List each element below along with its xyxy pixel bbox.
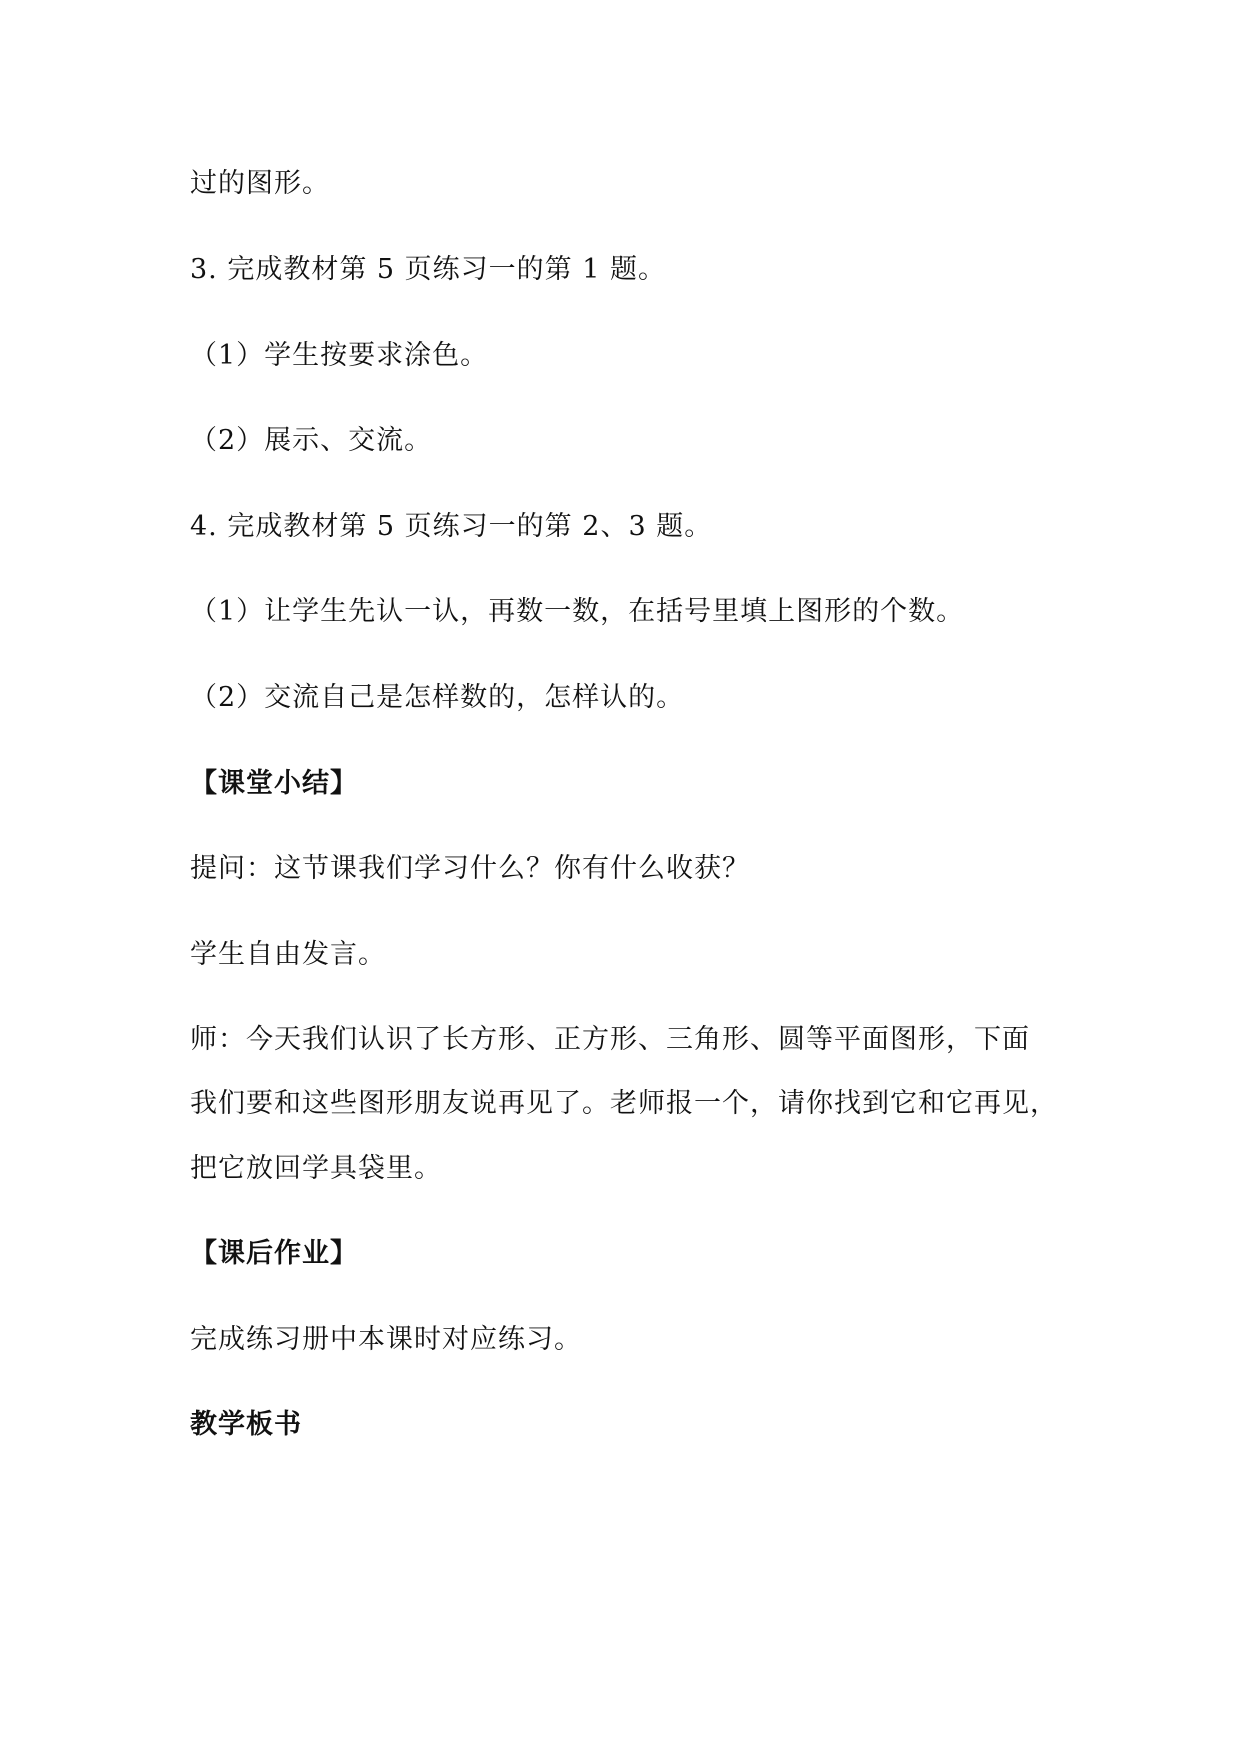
step-4-sub-2: （2）交流自己是怎样数的，怎样认的。 (190, 682, 685, 713)
summary-teacher-line-3: 把它放回学具袋里。 (190, 1153, 442, 1184)
step-4: 4. 完成教材第 5 页练习一的第 2、3 题。 (190, 511, 713, 542)
heading-class-summary: 【课堂小结】 (190, 768, 358, 799)
homework-text: 完成练习册中本课时对应练习。 (190, 1324, 582, 1355)
heading-board-plan: 教学板书 (190, 1409, 302, 1440)
paragraph-continuation: 过的图形。 (190, 168, 330, 199)
step-3-sub-1: （1）学生按要求涂色。 (190, 340, 489, 371)
step-3: 3. 完成教材第 5 页练习一的第 1 题。 (190, 254, 667, 285)
summary-teacher-line-1: 师：今天我们认识了长方形、正方形、三角形、圆等平面图形，下面 (190, 1024, 1030, 1055)
summary-question: 提问：这节课我们学习什么？你有什么收获？ (190, 853, 750, 884)
step-4-sub-1: （1）让学生先认一认，再数一数，在括号里填上图形的个数。 (190, 596, 965, 627)
summary-students: 学生自由发言。 (190, 939, 386, 970)
summary-teacher-line-2: 我们要和这些图形朋友说再见了。老师报一个，请你找到它和它再见， (190, 1088, 1058, 1119)
heading-homework: 【课后作业】 (190, 1238, 358, 1269)
step-3-sub-2: （2）展示、交流。 (190, 425, 433, 456)
